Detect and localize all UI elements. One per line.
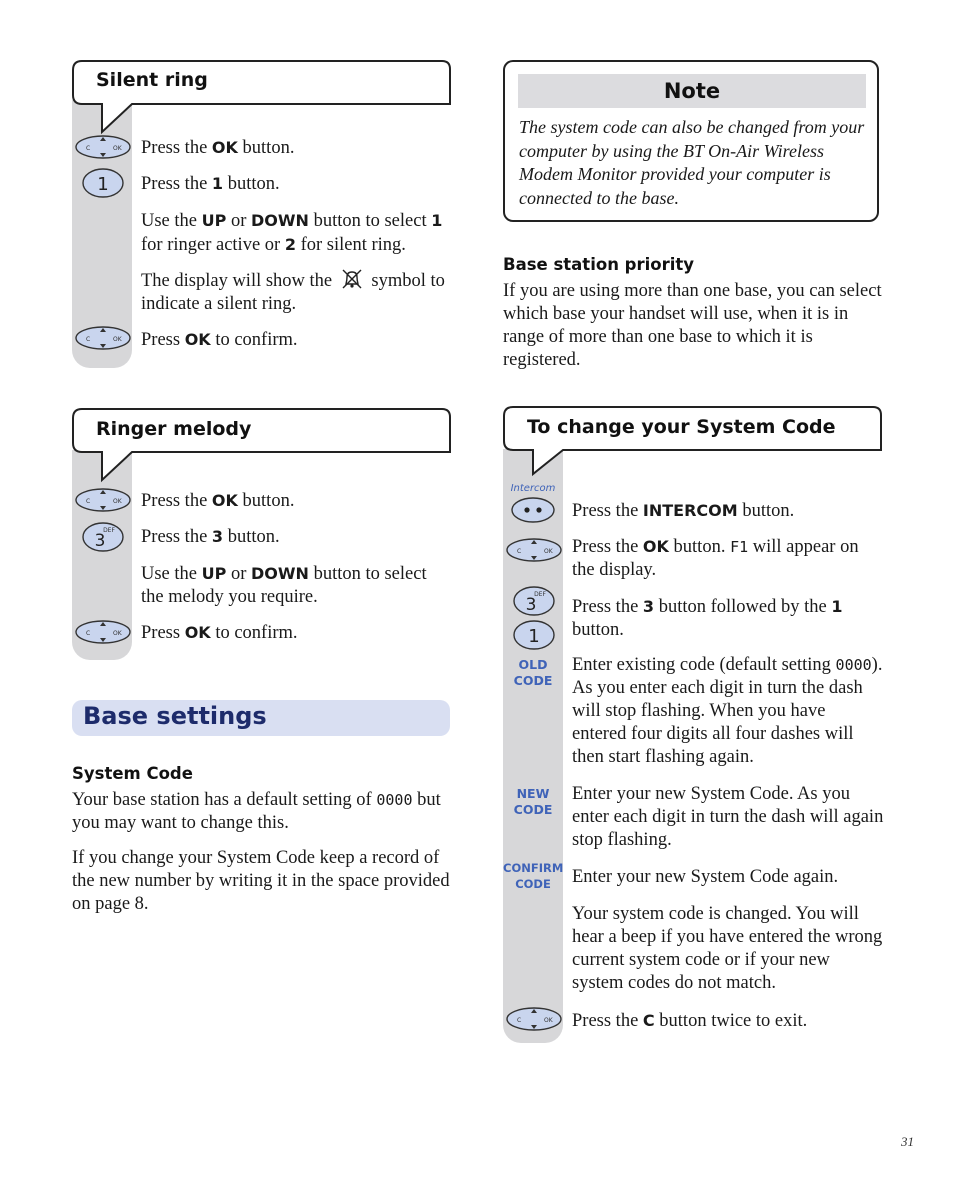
change-code-step-3: Press the 3 button followed by the 1 button.	[572, 597, 843, 640]
base-priority-text: If you are using more than one base, you can select which base your handset will use, when it is in range of more than one base to which it is registered.	[503, 281, 882, 370]
svg-text:OK: OK	[113, 145, 122, 152]
svg-text:DEF: DEF	[534, 591, 546, 598]
silent-ring-step-2: Press the 1 button.	[141, 174, 280, 194]
new-code-label: NEW CODE	[513, 786, 553, 817]
base-priority-heading: Base station priority	[503, 255, 695, 274]
confirm-code-label: CONFIRM CODE	[503, 861, 564, 891]
silent-ring-step-5: Press OK to confirm.	[141, 330, 298, 350]
svg-text:C: C	[86, 630, 91, 637]
change-code-step-1: Press the INTERCOM button.	[572, 501, 795, 521]
system-code-heading: System Code	[72, 764, 193, 783]
svg-text:C: C	[517, 548, 522, 555]
svg-text:3: 3	[94, 531, 106, 551]
svg-text:OK: OK	[544, 548, 553, 555]
change-code-step-5: Enter your new System Code. As you enter each digit in turn the dash will again stop flashing.	[572, 784, 884, 850]
svg-text:C: C	[86, 145, 91, 152]
navigation-key-icon	[74, 324, 132, 352]
svg-text:C: C	[86, 336, 91, 343]
number-key-3-icon	[80, 521, 126, 553]
silent-ring-title: Silent ring	[96, 69, 208, 91]
ringer-melody-title: Ringer melody	[96, 418, 252, 440]
change-code-step-4: Enter existing code (default setting 0000). As you enter each digit in turn the dash will stop flashing. When you have entered four digits all four dashes will then start flashing again.	[572, 655, 883, 767]
ringer-melody-step-1: Press the OK button.	[141, 491, 295, 511]
page-number: 31	[901, 1134, 914, 1149]
note-text: The system code can also be changed from your computer by using the BT On-Air Wireless Modem Monitor provided your computer is connected to the base.	[519, 117, 865, 208]
silent-ring-step-1: Press the OK button.	[141, 138, 295, 158]
svg-text:C: C	[86, 498, 91, 505]
svg-text:OK: OK	[113, 498, 122, 505]
svg-text:1: 1	[528, 626, 540, 647]
svg-text:OK: OK	[113, 336, 122, 343]
intercom-key-icon	[509, 495, 557, 525]
base-settings-title: Base settings	[83, 702, 267, 730]
change-code-step-7: Your system code is changed. You will hear a beep if you have entered the wrong current system code or if your new system codes do not match.	[572, 904, 883, 993]
change-code-step-8: Press the C button twice to exit.	[572, 1011, 808, 1031]
number-key-3-icon	[511, 585, 557, 617]
navigation-key-icon	[74, 133, 132, 161]
change-code-step-2: Press the OK button. F1 will appear on the display.	[572, 537, 859, 580]
system-code-para-2: If you change your System Code keep a record of the new number by writing it in the space provided on page 8.	[72, 848, 450, 914]
note-title: Note	[518, 74, 866, 108]
silent-ring-bell-icon	[341, 268, 363, 290]
svg-text:3: 3	[525, 595, 537, 615]
silent-ring-step-3: Use the UP or DOWN button to select 1 for ringer active or 2 for silent ring.	[141, 211, 443, 255]
change-code-title: To change your System Code	[527, 416, 836, 438]
change-code-step-6: Enter your new System Code again.	[572, 867, 839, 887]
silent-ring-step-4: The display will show the symbol to indicate a silent ring.	[141, 268, 453, 316]
navigation-key-icon	[505, 536, 563, 564]
svg-text:C: C	[517, 1017, 522, 1024]
number-key-1-icon	[80, 167, 126, 199]
svg-text:OK: OK	[113, 630, 122, 637]
ringer-melody-step-4: Press OK to confirm.	[141, 623, 298, 643]
number-key-1-icon	[511, 619, 557, 651]
svg-text:OK: OK	[544, 1017, 553, 1024]
old-code-label: OLD CODE	[513, 657, 553, 688]
navigation-key-icon	[505, 1005, 563, 1033]
ringer-melody-step-3: Use the UP or DOWN button to select the melody you require.	[141, 564, 427, 607]
navigation-key-icon	[74, 618, 132, 646]
svg-text:DEF: DEF	[103, 527, 115, 534]
ringer-melody-step-2: Press the 3 button.	[141, 527, 280, 547]
svg-text:1: 1	[97, 174, 109, 195]
system-code-para-1: Your base station has a default setting of 0000 but you may want to change this.	[72, 790, 441, 833]
navigation-key-icon	[74, 486, 132, 514]
intercom-label: Intercom	[510, 483, 556, 494]
